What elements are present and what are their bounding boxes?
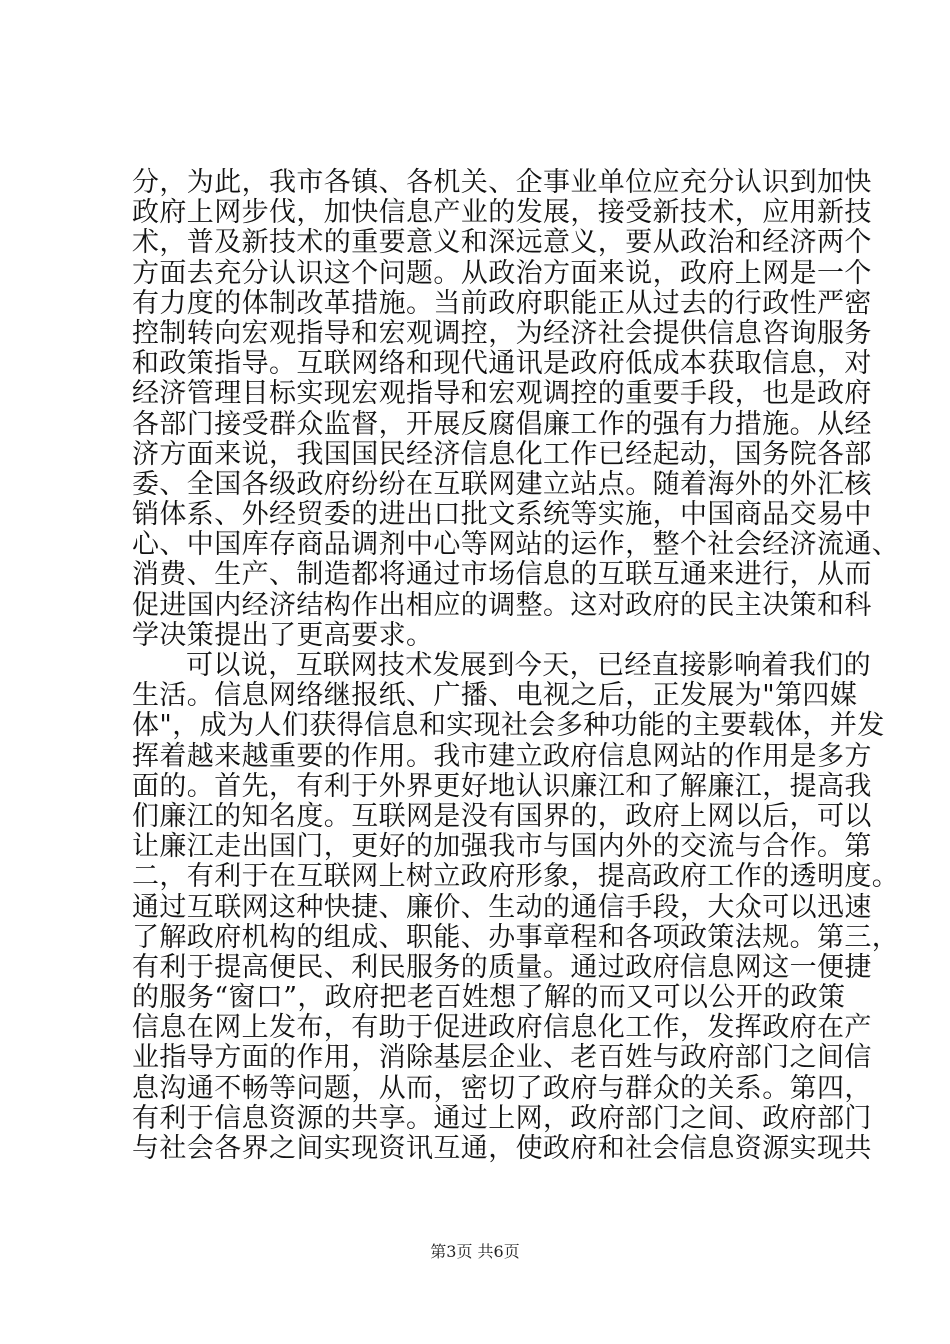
text-line: 济方面来说，我国国民经济信息化工作已经起动，国务院各部 xyxy=(132,438,872,470)
text-line: 通过互联网这种快捷、廉价、生动的通信手段，大众可以迅速 xyxy=(132,891,872,923)
text-line: 有利于信息资源的共享。通过上网，政府部门之间、政府部门 xyxy=(132,1102,872,1134)
text-line: 分，为此，我市各镇、各机关、企事业单位应充分认识到加快 xyxy=(132,167,872,198)
text-line: 们廉江的知名度。互联网是没有国界的，政府上网以后，可以 xyxy=(132,800,872,832)
text-line: 方面去充分认识这个问题。从政治方面来说，政府上网是一个 xyxy=(132,257,872,289)
text-line: 有利于提高便民、利民服务的质量。通过政府信息网这一便捷 xyxy=(132,951,872,983)
text-line: 委、全国各级政府纷纷在互联网建立站点。随着海外的外汇核 xyxy=(132,468,872,500)
text-line: 消费、生产、制造都将通过市场信息的互联互通来进行，从而 xyxy=(132,559,872,591)
text-line: 让廉江走出国门，更好的加强我市与国内外的交流与合作。第 xyxy=(132,831,872,863)
text-line: 可以说，互联网技术发展到今天，已经直接影响着我们的 xyxy=(186,650,871,681)
text-line: 体"，成为人们获得信息和实现社会多种功能的主要载体，并发 xyxy=(132,710,885,742)
text-line: 面的。首先，有利于外界更好地认识廉江和了解廉江，提高我 xyxy=(132,770,872,802)
text-line: 心、中国库存商品调剂中心等网站的运作，整个社会经济流通、 xyxy=(132,529,900,561)
text-line: 息沟通不畅等问题，从而，密切了政府与群众的关系。第四， xyxy=(132,1072,872,1104)
text-line: 促进国内经济结构作出相应的调整。这对政府的民主决策和科 xyxy=(132,589,872,621)
text-line: 和政策指导。互联网络和现代通讯是政府低成本获取信息，对 xyxy=(132,348,872,380)
text-line: 的服务“窗口”，政府把老百姓想了解的而又可以公开的政策 xyxy=(132,982,846,1014)
page-footer: 第3页 共6页 xyxy=(430,1242,520,1261)
document-body xyxy=(132,167,900,1164)
text-line: 有力度的体制改革措施。当前政府职能正从过去的行政性严密 xyxy=(132,287,872,319)
text-line: 信息在网上发布，有助于促进政府信息化工作，发挥政府在产 xyxy=(132,1012,872,1044)
text-line: 挥着越来越重要的作用。我市建立政府信息网站的作用是多方 xyxy=(132,740,872,772)
text-line: 各部门接受群众监督，开展反腐倡廉工作的强有力措施。从经 xyxy=(132,408,872,440)
text-line: 与社会各界之间实现资讯互通，使政府和社会信息资源实现共 xyxy=(132,1133,872,1164)
paragraph xyxy=(132,167,900,651)
text-line: 术，普及新技术的重要意义和深远意义，要从政治和经济两个 xyxy=(132,227,872,259)
paragraph xyxy=(132,650,900,1164)
text-line: 生活。信息网络继报纸、广播、电视之后，正发展为"第四媒 xyxy=(132,680,858,712)
text-line: 业指导方面的作用，消除基层企业、老百姓与政府部门之间信 xyxy=(132,1042,872,1074)
text-line: 政府上网步伐，加快信息产业的发展，接受新技术，应用新技 xyxy=(132,197,872,229)
text-line: 学决策提出了更高要求。 xyxy=(132,619,434,651)
text-line: 经济管理目标实现宏观指导和宏观调控的重要手段，也是政府 xyxy=(132,378,872,410)
text-line: 了解政府机构的组成、职能、办事章程和各项政策法规。第三， xyxy=(132,921,900,953)
text-line: 销体系、外经贸委的进出口批文系统等实施，中国商品交易中 xyxy=(132,499,872,531)
text-line: 控制转向宏观指导和宏观调控，为经济社会提供信息咨询服务 xyxy=(132,317,872,349)
text-line: 二，有利于在互联网上树立政府形象，提高政府工作的透明度。 xyxy=(132,861,900,893)
